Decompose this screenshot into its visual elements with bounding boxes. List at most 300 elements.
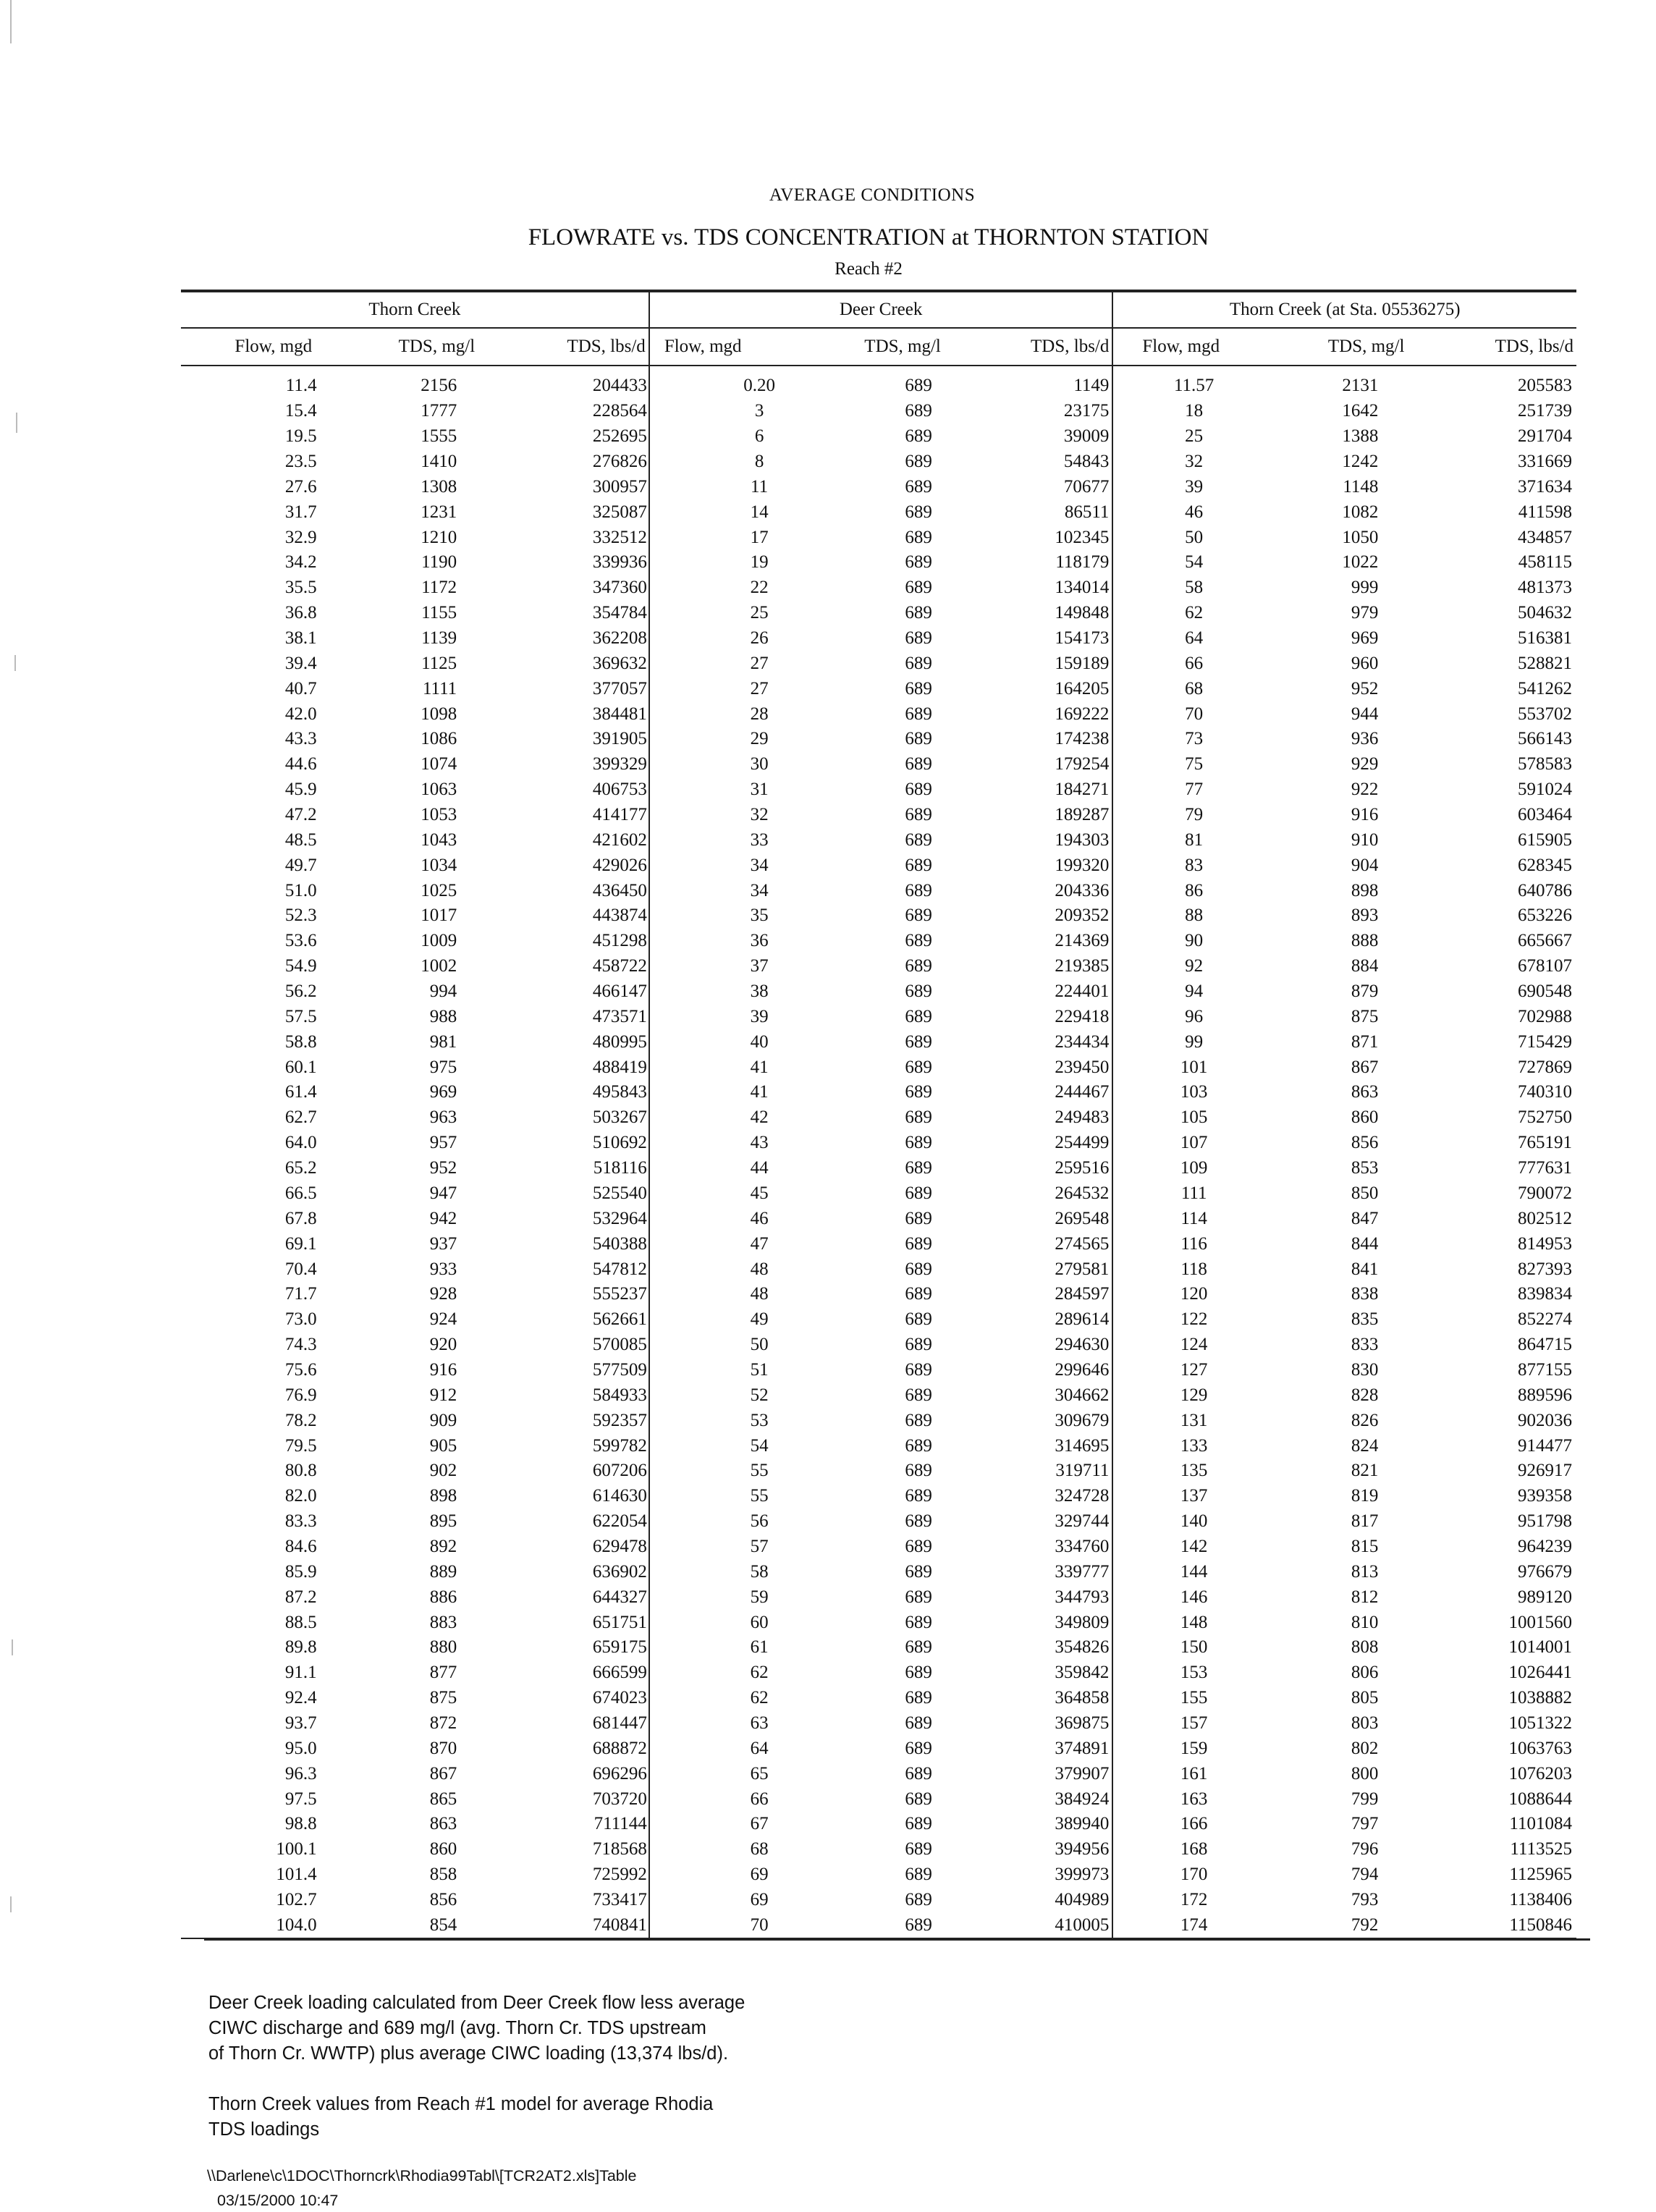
deer-tds-lbs-cell: 174238 — [1055, 729, 1110, 749]
thorn-tds-mgl-cell: 1009 — [421, 931, 457, 951]
station-flow-cell: 124 — [1112, 1333, 1267, 1358]
station-tds-lbs-cell: 541262 — [1518, 678, 1572, 698]
thorn-tds-mgl-cell: 880 — [429, 1637, 457, 1658]
deer-tds-lbs-cell: 274565 — [1055, 1233, 1110, 1254]
deer-flow-cell: 41 — [649, 1080, 804, 1105]
station-tds-lbs-cell: 864715 — [1518, 1335, 1572, 1355]
station-tds-mgl-cell: 815 — [1351, 1536, 1379, 1556]
thorn-tds-mgl-cell: 952 — [429, 1158, 457, 1178]
thorn-tds-lbs-cell: 540388 — [592, 1233, 647, 1254]
thorn-tds-lbs-cell: 666599 — [592, 1663, 647, 1683]
deer-flow-cell: 0.20 — [649, 373, 804, 399]
deer-tds-mgl-cell: 689 — [905, 1057, 932, 1077]
thorn-tds-lbs-cell: 451298 — [592, 931, 647, 951]
deer-tds-lbs-cell: 399973 — [1055, 1865, 1110, 1885]
table-row — [181, 1559, 1576, 1584]
table-row — [181, 1786, 1576, 1812]
station-tds-lbs-cell: 964239 — [1518, 1536, 1572, 1556]
deer-flow-cell: 44 — [649, 1156, 804, 1181]
thorn-tds-mgl-cell: 981 — [429, 1031, 457, 1052]
deer-flow-cell: 43 — [649, 1131, 804, 1156]
station-flow-cell: 46 — [1112, 499, 1267, 525]
deer-flow-cell: 29 — [649, 727, 804, 752]
deer-tds-lbs-cell: 199320 — [1055, 855, 1110, 875]
deer-flow-cell: 60 — [649, 1610, 804, 1635]
station-flow-cell: 79 — [1112, 803, 1267, 828]
deer-tds-mgl-cell: 689 — [905, 578, 932, 598]
deer-tds-mgl-cell: 689 — [905, 1814, 932, 1834]
station-tds-lbs-cell: 951798 — [1518, 1511, 1572, 1532]
station-tds-mgl-cell: 867 — [1351, 1057, 1379, 1077]
table-row — [181, 1257, 1576, 1282]
table-row — [181, 1055, 1576, 1080]
station-flow-cell: 129 — [1112, 1382, 1267, 1408]
thorn-tds-lbs-cell: 473571 — [592, 1006, 647, 1026]
column-header: TDS, lbs/d — [958, 328, 1113, 366]
table-row — [181, 1509, 1576, 1535]
deer-tds-mgl-cell: 689 — [905, 1309, 932, 1330]
deer-tds-lbs-cell: 204336 — [1055, 880, 1110, 900]
thorn-tds-lbs-cell: 711144 — [593, 1814, 647, 1834]
thorn-flow-cell: 74.3 — [284, 1335, 317, 1355]
thorn-flow-cell: 70.4 — [284, 1259, 317, 1279]
station-flow-cell: 127 — [1112, 1358, 1267, 1383]
thorn-tds-mgl-cell: 1172 — [421, 578, 457, 598]
deer-tds-lbs-cell: 189287 — [1055, 805, 1110, 825]
station-tds-mgl-cell: 1242 — [1342, 452, 1379, 471]
thorn-flow-cell: 62.7 — [284, 1107, 317, 1128]
table-row — [181, 727, 1576, 752]
deer-flow-cell: 33 — [649, 827, 804, 853]
deer-flow-cell: 17 — [649, 525, 804, 550]
thorn-tds-mgl-cell: 1210 — [421, 527, 457, 547]
station-flow-cell: 135 — [1112, 1459, 1267, 1484]
station-flow-cell: 101 — [1112, 1055, 1267, 1080]
station-tds-lbs-cell: 1101084 — [1509, 1814, 1572, 1834]
thorn-tds-lbs-cell: 339936 — [592, 552, 647, 573]
table-row — [181, 1105, 1576, 1131]
deer-tds-mgl-cell: 689 — [905, 476, 932, 497]
thorn-tds-lbs-cell: 740841 — [493, 1912, 649, 1938]
deer-flow-cell: 69 — [649, 1888, 804, 1913]
thorn-tds-mgl-cell: 912 — [429, 1385, 457, 1405]
column-header: TDS, lbs/d — [1421, 328, 1576, 366]
deer-tds-mgl-cell: 689 — [905, 1536, 932, 1556]
thorn-flow-cell: 61.4 — [284, 1082, 317, 1102]
station-tds-lbs-cell: 939358 — [1518, 1486, 1572, 1506]
deer-tds-lbs-cell: 169222 — [1055, 704, 1110, 724]
deer-tds-lbs-cell: 354826 — [1055, 1637, 1110, 1658]
deer-tds-lbs-cell: 179254 — [1055, 754, 1110, 774]
station-tds-mgl-cell: 936 — [1351, 729, 1379, 749]
table-row — [181, 550, 1576, 575]
station-tds-lbs-cell: 690548 — [1518, 982, 1572, 1002]
deer-tds-lbs-cell: 279581 — [1055, 1259, 1110, 1279]
station-tds-lbs-cell: 481373 — [1518, 578, 1572, 598]
deer-flow-cell: 40 — [649, 1029, 804, 1055]
station-tds-lbs-cell: 640786 — [1518, 880, 1572, 900]
thorn-tds-lbs-cell: 362208 — [592, 628, 647, 649]
thorn-tds-lbs-cell: 429026 — [592, 855, 647, 875]
thorn-tds-mgl-cell: 1231 — [421, 502, 457, 522]
thorn-flow-cell: 85.9 — [284, 1561, 317, 1582]
deer-tds-lbs-cell: 244467 — [1055, 1082, 1110, 1102]
table-row — [181, 1912, 1576, 1938]
thorn-tds-mgl-cell: 942 — [429, 1208, 457, 1228]
deer-flow-cell: 19 — [649, 550, 804, 575]
deer-tds-mgl-cell: 689 — [905, 1889, 932, 1909]
thorn-tds-lbs-cell: 300957 — [592, 476, 647, 497]
thorn-tds-mgl-cell: 1155 — [421, 603, 457, 623]
station-tds-mgl-cell: 830 — [1351, 1359, 1379, 1380]
deer-tds-mgl-cell: 689 — [905, 1486, 932, 1506]
deer-tds-mgl-cell: 689 — [905, 452, 932, 471]
station-tds-mgl-cell: 960 — [1351, 653, 1379, 673]
deer-flow-cell: 62 — [649, 1686, 804, 1711]
deer-flow-cell: 32 — [649, 803, 804, 828]
deer-tds-lbs-cell: 70677 — [1063, 476, 1110, 497]
station-tds-lbs-cell: 715429 — [1518, 1031, 1572, 1052]
thorn-flow-cell: 15.4 — [284, 401, 317, 421]
station-flow-cell: 137 — [1112, 1484, 1267, 1509]
deer-tds-lbs-cell: 404989 — [1055, 1889, 1110, 1909]
thorn-flow-cell: 73.0 — [284, 1309, 317, 1330]
deer-tds-mgl-cell: 689 — [905, 502, 932, 522]
station-tds-lbs-cell: 727869 — [1518, 1057, 1572, 1077]
table-row — [181, 525, 1576, 550]
thorn-tds-lbs-cell: 644327 — [592, 1587, 647, 1607]
station-tds-lbs-cell: 251739 — [1518, 401, 1572, 421]
table-row — [181, 1635, 1576, 1660]
table-row — [181, 903, 1576, 929]
station-tds-lbs-cell: 839834 — [1518, 1284, 1572, 1304]
thorn-flow-cell: 40.7 — [284, 678, 317, 698]
station-flow-cell: 77 — [1112, 777, 1267, 803]
thorn-tds-mgl-cell: 1086 — [421, 729, 457, 749]
column-header: TDS, mg/l — [803, 328, 958, 366]
thorn-tds-lbs-cell: 354784 — [592, 603, 647, 623]
deer-tds-lbs-cell: 299646 — [1055, 1359, 1110, 1380]
station-tds-mgl-cell: 1642 — [1342, 401, 1379, 421]
deer-tds-lbs-cell: 349809 — [1055, 1612, 1110, 1632]
station-flow-cell: 170 — [1112, 1862, 1267, 1888]
station-flow-cell: 172 — [1112, 1888, 1267, 1913]
deer-tds-mgl-cell: 689 — [905, 552, 932, 573]
thorn-tds-mgl-cell: 877 — [429, 1663, 457, 1683]
station-flow-cell: 96 — [1112, 1004, 1267, 1029]
station-tds-lbs-cell: 1014001 — [1508, 1637, 1572, 1658]
thorn-tds-mgl-cell: 1053 — [421, 805, 457, 825]
station-tds-lbs-cell: 665667 — [1518, 931, 1572, 951]
deer-flow-cell: 6 — [649, 424, 804, 449]
table-row — [181, 1333, 1576, 1358]
deer-tds-lbs-cell: 389940 — [1055, 1814, 1110, 1834]
deer-flow-cell: 31 — [649, 777, 804, 803]
thorn-tds-mgl-cell: 856 — [429, 1889, 457, 1909]
station-flow-cell: 86 — [1112, 878, 1267, 903]
station-flow-cell: 58 — [1112, 575, 1267, 601]
thorn-tds-mgl-cell: 1043 — [421, 830, 457, 850]
thorn-tds-mgl-cell: 870 — [429, 1738, 457, 1758]
table-row — [181, 1711, 1576, 1736]
table-row — [181, 626, 1576, 651]
thorn-tds-mgl-cell: 963 — [429, 1107, 457, 1128]
table-row — [181, 1888, 1576, 1913]
thorn-flow-cell: 44.6 — [284, 754, 317, 774]
thorn-tds-mgl-cell: 1002 — [421, 956, 457, 976]
deer-flow-cell: 52 — [649, 1382, 804, 1408]
table-row — [181, 752, 1576, 777]
deer-flow-cell: 64 — [649, 1736, 804, 1761]
thorn-flow-cell: 23.5 — [284, 452, 317, 471]
table-row — [181, 1459, 1576, 1484]
thorn-tds-lbs-cell: 592357 — [592, 1410, 647, 1430]
station-tds-mgl-cell: 821 — [1351, 1461, 1379, 1481]
thorn-tds-lbs-cell: 391905 — [592, 729, 647, 749]
deer-flow-cell: 48 — [649, 1257, 804, 1282]
station-tds-mgl-cell: 1022 — [1342, 552, 1379, 573]
deer-flow-cell: 11 — [649, 474, 804, 499]
thorn-tds-mgl-cell: 1017 — [421, 906, 457, 926]
deer-tds-lbs-cell: 118179 — [1055, 552, 1110, 573]
station-flow-cell: 68 — [1112, 676, 1267, 701]
table-row — [181, 1029, 1576, 1055]
deer-tds-lbs-cell: 102345 — [1055, 527, 1110, 547]
station-tds-lbs-cell: 1026441 — [1508, 1663, 1572, 1683]
station-flow-cell: 148 — [1112, 1610, 1267, 1635]
thorn-flow-cell: 98.8 — [284, 1814, 317, 1834]
deer-flow-cell: 3 — [649, 399, 804, 424]
deer-flow-cell: 26 — [649, 626, 804, 651]
station-tds-mgl-cell: 808 — [1351, 1637, 1379, 1658]
deer-tds-mgl-cell: 689 — [905, 1208, 932, 1228]
thorn-flow-cell: 100.1 — [276, 1839, 317, 1859]
thorn-tds-mgl-cell: 863 — [429, 1814, 457, 1834]
deer-tds-mgl-cell: 689 — [905, 754, 932, 774]
thorn-tds-mgl-cell: 858 — [429, 1865, 457, 1885]
thorn-flow-cell: 87.2 — [284, 1587, 317, 1607]
thorn-tds-lbs-cell: 503267 — [592, 1107, 647, 1128]
station-tds-mgl-cell: 835 — [1351, 1309, 1379, 1330]
table-row — [181, 449, 1576, 475]
table-row — [181, 979, 1576, 1005]
thorn-tds-mgl-cell: 957 — [429, 1133, 457, 1153]
thorn-tds-mgl-cell: 892 — [429, 1536, 457, 1556]
station-tds-lbs-cell: 877155 — [1518, 1359, 1572, 1380]
thorn-tds-mgl-cell: 1125 — [421, 653, 457, 673]
thorn-tds-lbs-cell: 466147 — [592, 982, 647, 1002]
deer-tds-lbs-cell: 339777 — [1055, 1561, 1110, 1582]
thorn-flow-cell: 84.6 — [284, 1536, 317, 1556]
thorn-flow-cell: 60.1 — [284, 1057, 317, 1077]
station-flow-cell: 166 — [1112, 1812, 1267, 1837]
deer-tds-lbs-cell: 369875 — [1055, 1713, 1110, 1733]
deer-flow-cell: 25 — [649, 601, 804, 626]
deer-tds-lbs-cell: 1149 — [1073, 376, 1110, 396]
station-tds-lbs-cell: 603464 — [1518, 805, 1572, 825]
deer-tds-lbs-cell: 234434 — [1055, 1031, 1110, 1052]
deer-tds-mgl-cell: 689 — [905, 678, 932, 698]
thorn-tds-lbs-cell: 599782 — [592, 1435, 647, 1456]
thorn-tds-lbs-cell: 458722 — [592, 956, 647, 976]
flowrate-tds-table-container — [181, 290, 1576, 1939]
station-tds-lbs-cell: 989120 — [1518, 1587, 1572, 1607]
station-tds-mgl-cell: 856 — [1351, 1133, 1379, 1153]
table-row — [181, 1484, 1576, 1509]
deer-flow-cell: 62 — [649, 1660, 804, 1686]
station-tds-lbs-cell: 1125965 — [1509, 1865, 1572, 1885]
deer-tds-lbs-cell: 364858 — [1055, 1688, 1110, 1708]
table-row — [181, 1433, 1576, 1459]
station-tds-lbs-cell: 411598 — [1518, 502, 1572, 522]
thorn-flow-cell: 79.5 — [284, 1435, 317, 1456]
deer-flow-cell: 27 — [649, 676, 804, 701]
station-tds-lbs-cell: 1113525 — [1510, 1839, 1572, 1859]
station-tds-mgl-cell: 952 — [1351, 678, 1379, 698]
thorn-tds-lbs-cell: 547812 — [592, 1259, 647, 1279]
station-tds-mgl-cell: 893 — [1351, 906, 1379, 926]
deer-tds-mgl-cell: 689 — [905, 401, 932, 421]
deer-tds-lbs-cell: 329744 — [1055, 1511, 1110, 1532]
station-tds-mgl-cell: 850 — [1351, 1183, 1379, 1203]
deer-flow-cell: 70 — [649, 1912, 804, 1938]
thorn-flow-cell: 31.7 — [284, 502, 317, 522]
deer-tds-lbs-cell: 239450 — [1055, 1057, 1110, 1077]
thorn-tds-mgl-cell: 924 — [429, 1309, 457, 1330]
station-flow-cell: 54 — [1112, 550, 1267, 575]
thorn-tds-lbs-cell: 681447 — [592, 1713, 647, 1733]
deer-tds-mgl-cell: 689 — [905, 880, 932, 900]
thorn-tds-lbs-cell: 377057 — [592, 678, 647, 698]
column-header: TDS, mg/l — [1267, 328, 1422, 366]
station-flow-cell: 75 — [1112, 752, 1267, 777]
thorn-tds-lbs-cell: 622054 — [592, 1511, 647, 1532]
thorn-tds-mgl-cell: 883 — [429, 1612, 457, 1632]
deer-tds-lbs-cell: 259516 — [1055, 1158, 1110, 1178]
thorn-tds-lbs-cell: 399329 — [592, 754, 647, 774]
station-tds-mgl-cell: 805 — [1351, 1688, 1379, 1708]
thorn-tds-lbs-cell: 276826 — [592, 452, 647, 471]
deer-tds-lbs-cell: 304662 — [1055, 1385, 1110, 1405]
thorn-flow-cell: 38.1 — [284, 628, 317, 649]
thorn-tds-lbs-cell: 347360 — [592, 578, 647, 598]
thorn-flow-cell: 39.4 — [284, 653, 317, 673]
station-tds-lbs-cell: 1138406 — [1509, 1889, 1572, 1909]
deer-tds-mgl-cell: 689 — [905, 1259, 932, 1279]
deer-tds-mgl-cell: 689 — [905, 729, 932, 749]
station-tds-mgl-cell: 2131 — [1342, 376, 1379, 396]
table-row — [181, 1382, 1576, 1408]
thorn-tds-mgl-cell: 933 — [429, 1259, 457, 1279]
deer-tds-lbs-cell: 134014 — [1055, 578, 1110, 598]
deer-tds-lbs-cell: 229418 — [1055, 1006, 1110, 1026]
deer-tds-mgl-cell: 689 — [905, 780, 932, 800]
deer-flow-cell: 35 — [649, 903, 804, 929]
deer-tds-lbs-cell: 54843 — [1063, 452, 1110, 471]
thorn-tds-mgl-cell: 895 — [429, 1511, 457, 1532]
station-tds-lbs-cell: 1038882 — [1508, 1688, 1572, 1708]
thorn-tds-mgl-cell: 1111 — [422, 678, 457, 698]
station-flow-cell: 157 — [1112, 1711, 1267, 1736]
station-flow-cell: 99 — [1112, 1029, 1267, 1055]
station-flow-cell: 62 — [1112, 601, 1267, 626]
deer-flow-cell: 42 — [649, 1105, 804, 1131]
table-bottom-rule — [204, 1938, 1590, 1941]
table-row — [181, 1535, 1576, 1560]
deer-flow-cell: 59 — [649, 1584, 804, 1610]
deer-tds-lbs-cell: 184271 — [1055, 780, 1110, 800]
deer-tds-lbs-cell: 164205 — [1055, 678, 1110, 698]
station-tds-lbs-cell: 434857 — [1518, 527, 1572, 547]
deer-tds-mgl-cell: 689 — [905, 855, 932, 875]
station-flow-cell: 163 — [1112, 1786, 1267, 1812]
station-tds-mgl-cell: 844 — [1351, 1233, 1379, 1254]
station-tds-mgl-cell: 884 — [1351, 956, 1379, 976]
deer-tds-lbs-cell: 249483 — [1055, 1107, 1110, 1128]
scan-mark — [14, 655, 16, 671]
deer-tds-mgl-cell: 689 — [905, 982, 932, 1002]
station-tds-mgl-cell: 888 — [1351, 931, 1379, 951]
table-row — [181, 1862, 1576, 1888]
thorn-flow-cell: 52.3 — [284, 906, 317, 926]
thorn-flow-cell: 36.8 — [284, 603, 317, 623]
deer-tds-lbs-cell: 149848 — [1055, 603, 1110, 623]
note-thorn-creek-values: Thorn Creek values from Reach #1 model for average Rhodia TDS loadings — [208, 2094, 714, 2140]
thorn-flow-cell: 65.2 — [284, 1158, 317, 1178]
scan-mark — [10, 0, 12, 43]
station-tds-mgl-cell: 794 — [1351, 1865, 1379, 1885]
table-row — [181, 1358, 1576, 1383]
table-row — [181, 424, 1576, 449]
deer-tds-lbs-cell: 384924 — [1055, 1789, 1110, 1809]
thorn-tds-mgl-cell: 872 — [429, 1713, 457, 1733]
station-tds-lbs-cell: 458115 — [1518, 552, 1572, 573]
station-tds-lbs-cell: 331669 — [1518, 452, 1572, 471]
station-tds-lbs-cell: 516381 — [1518, 628, 1572, 649]
thorn-tds-mgl-cell: 1308 — [421, 476, 457, 497]
station-tds-lbs-cell: 1063763 — [1508, 1738, 1572, 1758]
station-flow-cell: 81 — [1112, 827, 1267, 853]
thorn-tds-lbs-cell: 421602 — [592, 830, 647, 850]
table-row — [181, 1736, 1576, 1761]
table-row — [181, 853, 1576, 878]
deer-tds-mgl-cell: 689 — [905, 1359, 932, 1380]
station-tds-mgl-cell: 1050 — [1342, 527, 1379, 547]
table-row — [181, 1584, 1576, 1610]
deer-flow-cell: 37 — [649, 954, 804, 979]
deer-tds-mgl-cell: 689 — [905, 1133, 932, 1153]
thorn-tds-mgl-cell: 994 — [429, 982, 457, 1002]
table-row — [181, 1812, 1576, 1837]
deer-tds-lbs-cell: 334760 — [1055, 1536, 1110, 1556]
deer-tds-lbs-cell: 289614 — [1055, 1309, 1110, 1330]
table-row — [181, 1080, 1576, 1105]
station-tds-mgl-cell: 826 — [1351, 1410, 1379, 1430]
deer-tds-mgl-cell: 689 — [905, 1233, 932, 1254]
deer-tds-mgl-cell: 689 — [905, 1435, 932, 1456]
station-flow-cell: 153 — [1112, 1660, 1267, 1686]
table-row — [181, 1181, 1576, 1207]
station-tds-mgl-cell: 875 — [1351, 1006, 1379, 1026]
thorn-tds-lbs-cell: 607206 — [592, 1461, 647, 1481]
thorn-flow-cell: 56.2 — [284, 982, 317, 1002]
station-tds-mgl-cell: 916 — [1351, 805, 1379, 825]
station-tds-mgl-cell: 838 — [1351, 1284, 1379, 1304]
deer-flow-cell: 55 — [649, 1459, 804, 1484]
thorn-flow-cell: 51.0 — [284, 880, 317, 900]
thorn-flow-cell: 43.3 — [284, 729, 317, 749]
deer-flow-cell: 8 — [649, 449, 804, 475]
